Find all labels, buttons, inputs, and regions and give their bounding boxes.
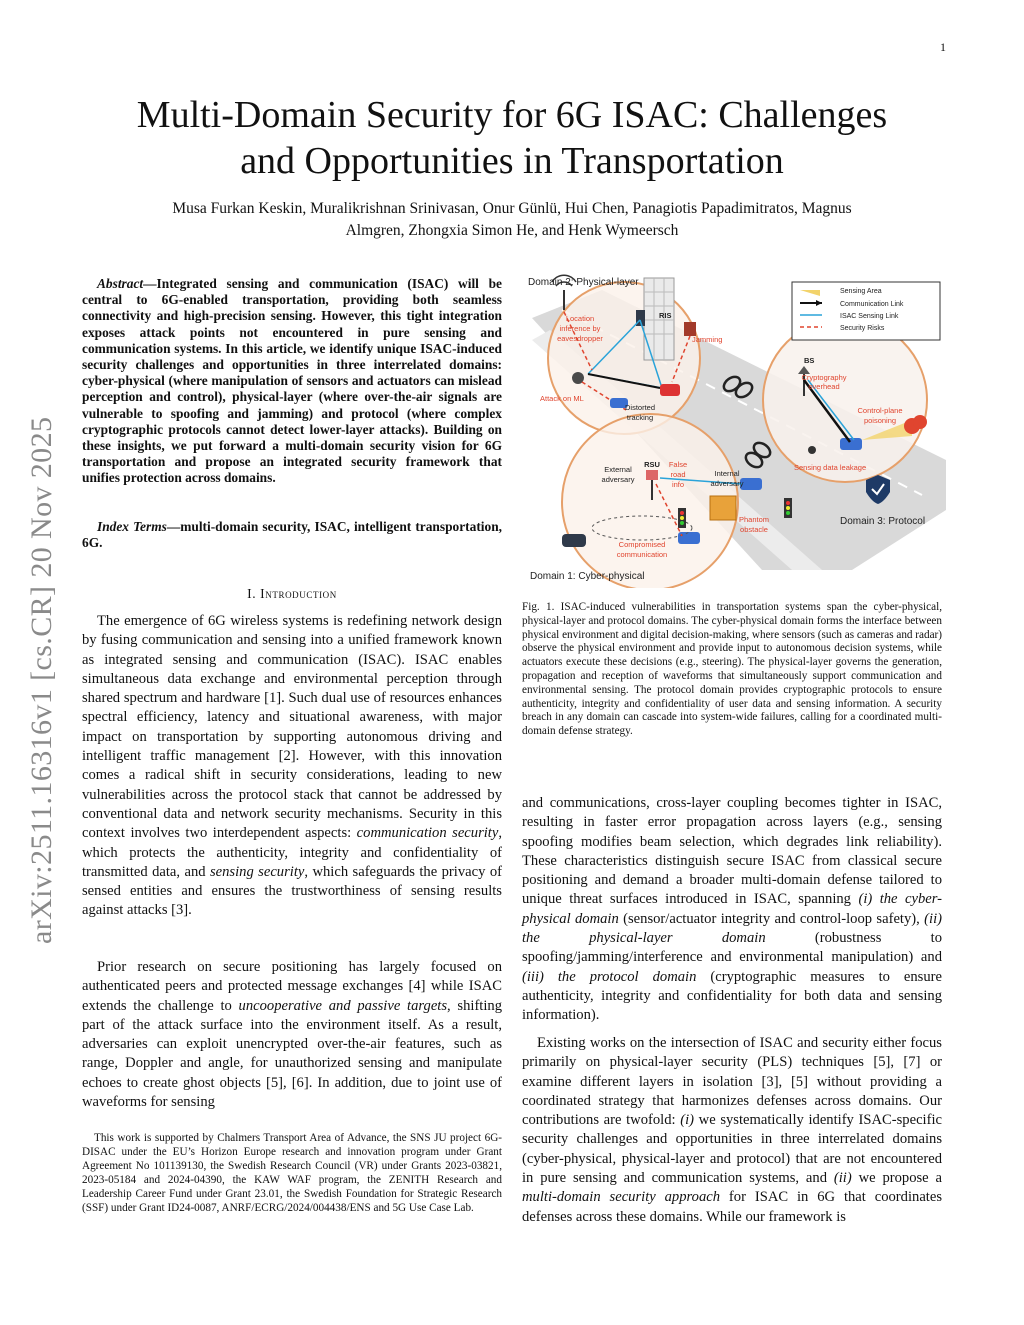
domain-2-label: Domain 2: Physical-layer bbox=[528, 277, 639, 288]
intro-p2-text-b: , shifting part of the attack surface into the environment itself. As a result, adversaries can exploit unencrypted over-the-air features, such as range, Doppler and angle, for unauthorized sensing and manipulate echoes to create ghost objects [5], [6]. In addition, due to joint use of waveforms for sensing bbox=[82, 997, 503, 1111]
index-terms-text: —multi-domain security, ISAC, intelligent transportation, 6G. bbox=[82, 519, 502, 551]
label-sensing-leakage: Sensing data leakage bbox=[794, 463, 867, 472]
legend-communication-link: Communication Link bbox=[840, 301, 904, 308]
label-crypto-2: overhead bbox=[808, 382, 840, 391]
label-crypto-1: Cryptography bbox=[801, 373, 847, 382]
label-internal-2: adversary bbox=[710, 479, 744, 488]
label-external-1: External bbox=[604, 465, 632, 474]
label-compromised-1: Compromised bbox=[618, 540, 666, 549]
label-location-inference-1: Location bbox=[565, 314, 595, 323]
title-line-1: Multi-Domain Security for 6G ISAC: Challenges bbox=[136, 94, 888, 136]
attacker-car-icon bbox=[562, 534, 586, 547]
section-heading-introduction: I. Introduction bbox=[247, 586, 337, 601]
domain-3-circle bbox=[763, 318, 927, 482]
car-icon bbox=[678, 532, 700, 544]
right-p1-text-a: and communications, cross-layer coupling becomes tighter in ISAC, resulting in faster error propagation across layers (e.g., sensing spoofing modifies beam selection, which degrades link reliability). These characteristics distinguish secure ISAC from classical secure positioning and demand a broader multi-domain defense tailored to unique threat surfaces introduced in ISAC, spanning bbox=[522, 795, 942, 908]
right-p1-text-c: (robustness to spoofing/jamming/interference and environmental manipulation) and bbox=[522, 930, 942, 966]
authors-line-2: Almgren, Zhongxia Simon He, and Henk Wymeersch bbox=[345, 222, 679, 239]
right-paragraph-2 bbox=[522, 1034, 942, 1227]
right-p1-text-b: (sensor/actuator integrity and control-loop safety), bbox=[618, 910, 925, 927]
right-p2-emphasis-2: (ii) bbox=[833, 1170, 852, 1187]
label-phantom-1: Phantom bbox=[738, 515, 770, 524]
right-p2-text-b: we systematically identify ISAC-specific security challenges and opportunities in three interrelated domains (cyber-physical, physical-layer and protocol) that are not encountered in pure sensing and communication systems, and bbox=[522, 1112, 942, 1187]
intro-p1-emphasis-2: sensing security bbox=[209, 863, 305, 880]
label-location-inference-2: inference by bbox=[559, 324, 601, 333]
phantom-obstacle-icon bbox=[710, 496, 736, 520]
funding-footnote-block bbox=[82, 1131, 502, 1215]
right-p2-text-a: Existing works on the intersection of ISAC and security either focus primarily on physical-layer security (PLS) techniques [5], [7] or examine different layers in isolation [3], [5] without providing a coordinated strategy that harmonizes defenses across domains. Our contributions are twofold: bbox=[522, 1035, 942, 1129]
domain-3-label: Domain 3: Protocol bbox=[840, 516, 926, 527]
jammer-device-icon bbox=[684, 322, 696, 336]
label-external-2: adversary bbox=[601, 475, 635, 484]
label-false-road-3: info bbox=[671, 480, 685, 489]
abstract-text: —Integrated sensing and communication (ISAC) will be central to 6G-enabled transportation, providing both seamless connectivity and high-precision sensing. However, this tight integration exposes attack points not encountered in pure sensing and communication systems. In this article, we identify unique ISAC-induced security challenges and opportunities in three interrelated domains: cyber-physical (where manipulation of sensors and actuators can mislead perception and control), physical-layer (where over-the-air signals are vulnerable to spoofing and jamming) and protocol (where complex cryptographic protocols cannot detect lower-layer attacks). Building on these insights, we put forward a multi-domain security vision for 6G transportation and propose an integrated security framework that unifies protection across domains. bbox=[82, 276, 502, 486]
figure-1-caption-block bbox=[522, 601, 942, 739]
intro-paragraph-1 bbox=[82, 612, 502, 921]
label-attack-on-ml: Attack on ML bbox=[540, 394, 584, 403]
intro-p1-emphasis-1: communication security bbox=[356, 825, 499, 842]
label-false-road-2: road bbox=[670, 470, 686, 479]
index-terms-block bbox=[82, 519, 502, 551]
right-p2-emphasis-1: (i) bbox=[680, 1112, 695, 1129]
author-list bbox=[90, 198, 934, 242]
abstract-block bbox=[82, 276, 502, 487]
domain-1-label: Domain 1: Cyber-physical bbox=[530, 571, 645, 582]
intro-p1-text-a: The emergence of 6G wireless systems is redefining network design by fusing communication and sensing into a unified framework known as integrated sensing and communication (ISAC). ISAC enables simultaneous data exchange and environmental perception through shared spectrum and hardware [1]. Such dual use of resources enhances spectral efficiency, latency and situational awareness, with major impact on transportation by supporting autonomous driving and intelligent traffic management [2]. However, with this innovation comes a radical shift in security considerations, leading to new vulnerabilities across the protocol stack that cannot be addressed by conventional data and network security mechanisms. Security in this context involves two interdependent aspects: bbox=[82, 613, 502, 842]
label-control-plane-1: Control-plane bbox=[857, 406, 903, 415]
traffic-light-icon bbox=[784, 498, 792, 518]
legend-sensing-area: Sensing Area bbox=[840, 288, 882, 295]
index-terms-lead: Index Terms bbox=[97, 519, 167, 534]
label-internal-1: Internal bbox=[714, 469, 740, 478]
legend-security-risks: Security Risks bbox=[840, 325, 885, 332]
label-compromised-2: communication bbox=[616, 550, 668, 559]
title-line-2: and Opportunities in Transportation bbox=[240, 140, 784, 182]
arxiv-identifier-stamp[interactable]: arXiv:2511.16316v1 [cs.CR] 20 Nov 2025 bbox=[25, 416, 58, 944]
label-ris: RIS bbox=[659, 311, 672, 320]
label-bs: BS bbox=[804, 356, 815, 365]
intro-p2-emphasis-1: uncooperative and passive targets bbox=[238, 997, 448, 1014]
label-jamming: Jamming bbox=[692, 335, 723, 344]
funding-footnote: This work is supported by Chalmers Transport Area of Advance, the SNS JU project 6G-DISAC under the EU’s Horizon Europe research and innovation program under Grant Agreement No 101139130, the Swedish Research Council (VR) under Grants 2023-03821, 2023-05184 and 2024-04390, the KAW WAF program, the ZENITH Research and Leadership Career Fund under Grant 23.01, the Swedish Foundation for Strategic Research (SSF) under Grant ID24-0087, ANRF/ECRG/2024/004438/ENS and 5G Use Case Lab. bbox=[82, 1132, 502, 1214]
figure-1-caption: Fig. 1. ISAC-induced vulnerabilities in transportation systems span the cyber-physical, physical-layer and protocol domains. The cyber-physical domain forms the interface between physical environment and digital decision-making, where sensors (such as cameras and radar) observe the physical environment and provide input to autonomous decision systems, while actuators execute these decisions (e.g., steering). The physical-layer governs the generation, propagation and reception of waveforms that simultaneously support communication and environmental sensing. The protocol domain provides cryptographic protocols to ensure authenticity, integrity and confidentiality of user data and sensing information. A security breach in any domain can cascade into system-wide failures, calling for a coordinated multi-domain defense strategy. bbox=[522, 601, 943, 738]
right-paragraph-1 bbox=[522, 794, 942, 1026]
right-p1-emphasis-1: (i) the cyber-physical domain bbox=[522, 891, 942, 927]
label-distorted-2: tracking bbox=[626, 413, 654, 422]
figure-1 bbox=[522, 270, 946, 588]
label-location-inference-3: eavesdropper bbox=[557, 334, 603, 343]
car-icon bbox=[660, 384, 680, 396]
page-number: 1 bbox=[940, 40, 946, 54]
label-control-plane-2: poisoning bbox=[863, 416, 897, 425]
intro-paragraph-2 bbox=[82, 958, 502, 1112]
right-p1-text-d: (cryptographic measures to ensure authenticity, integrity and confidentiality for both data and sensing information). bbox=[522, 968, 942, 1024]
pedestrian-icon bbox=[808, 446, 816, 454]
label-false-road-1: False bbox=[668, 460, 688, 469]
intro-p1-text-b: , which protects the authenticity, integrity and confidentiality of transmitted data, and bbox=[82, 825, 502, 880]
right-p1-emphasis-3: (iii) the protocol domain bbox=[522, 968, 697, 985]
legend-isac-sensing-link: ISAC Sensing Link bbox=[840, 313, 899, 320]
right-p2-text-d: for ISAC in 6G that coordinates defenses across these domains. While our framework is bbox=[522, 1189, 943, 1225]
label-distorted-1: Distorted bbox=[624, 403, 656, 412]
label-rsu: RSU bbox=[644, 460, 660, 469]
intro-p1-text-c: , which safeguards the privacy of sensed entities and ensures the trustworthiness of sensing results against attacks [3]. bbox=[82, 863, 502, 919]
index-terms bbox=[82, 519, 502, 551]
traffic-light-icon bbox=[678, 508, 686, 528]
right-p2-emphasis-3: multi-domain security approach bbox=[522, 1189, 721, 1206]
abstract bbox=[82, 276, 502, 487]
car-icon bbox=[840, 438, 862, 450]
intro-p2-text-a: Prior research on secure positioning has largely focused on authenticated peers and protected message exchanges [4] while ISAC extends the challenge to bbox=[82, 959, 502, 1014]
right-p2-text-c: we propose a bbox=[851, 1170, 942, 1187]
label-phantom-2: obstacle bbox=[740, 525, 768, 534]
abstract-lead: Abstract bbox=[97, 276, 144, 291]
figure-1-illustration bbox=[522, 270, 946, 588]
paper-title bbox=[80, 92, 944, 184]
authors-line-1: Musa Furkan Keskin, Muralikrishnan Srinivasan, Onur Günlü, Hui Chen, Panagiotis Papadimitratos, Magnus bbox=[172, 200, 852, 217]
right-p1-emphasis-2: (ii) the physical-layer domain bbox=[522, 910, 942, 947]
